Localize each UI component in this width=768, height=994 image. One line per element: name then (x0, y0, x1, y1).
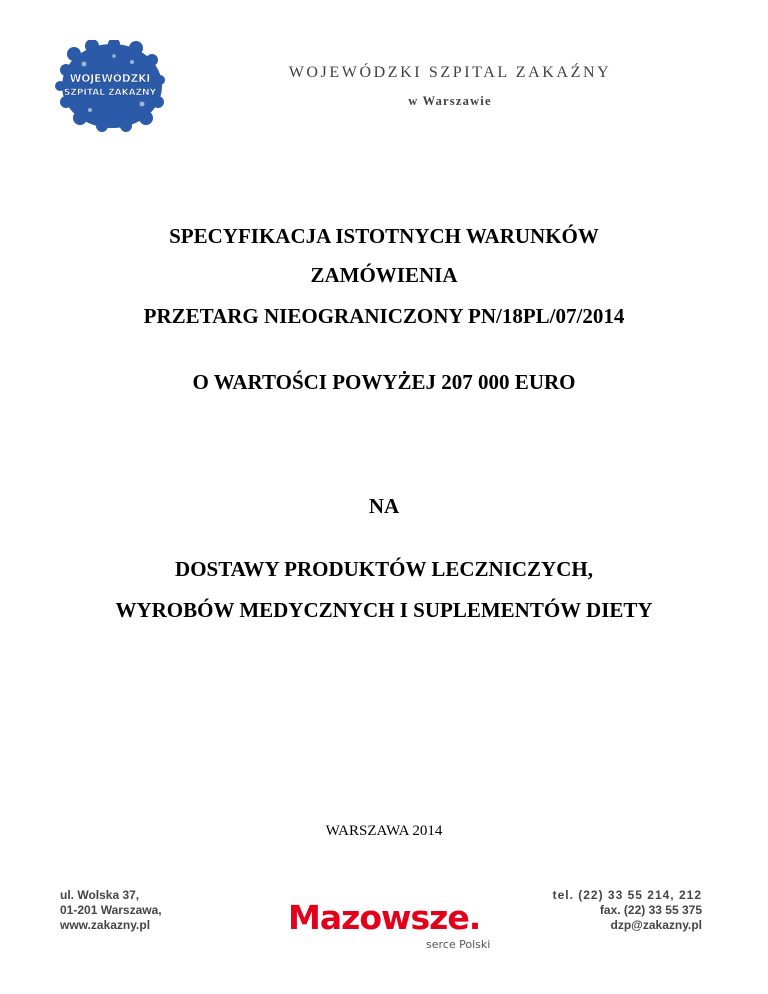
title-line-3: PRZETARG NIEOGRANICZONY PN/18PL/07/2014 (143, 304, 625, 328)
address-line-2: 01-201 Warszawa, (60, 903, 162, 917)
hospital-name: WOJEWÓDZKI SZPITAL ZAKAŹNY (288, 64, 612, 81)
email-link[interactable]: dzp@zakazny.pl (610, 918, 702, 932)
phone-number: tel. (22) 33 55 214, 212 (552, 888, 702, 902)
mazowsze-tagline: serce Polski (426, 938, 491, 951)
logo-text-line1: WOJEWÓDZKI (69, 73, 151, 85)
title-line-5: NA (368, 494, 400, 518)
title-line-7: WYROBÓW MEDYCZNYCH I SUPLEMENTÓW DIETY (115, 598, 653, 622)
title-line-6: DOSTAWY PRODUKTÓW LECZNICZYCH, (175, 557, 593, 581)
title-line-4: O WARTOŚCI POWYŻEJ 207 000 EURO (192, 370, 576, 394)
website-link[interactable]: www.zakazny.pl (60, 918, 151, 932)
address-line-1: ul. Wolska 37, (60, 888, 140, 902)
title-line-1: SPECYFIKACJA ISTOTNYCH WARUNKÓW (169, 224, 599, 248)
hospital-city: w Warszawie (408, 94, 492, 108)
mazowsze-wordmark: Mazowsze. (288, 898, 481, 937)
logo-text-line2: SZPITAL ZAKAŹNY (63, 88, 157, 98)
mazowsze-logo (288, 898, 504, 960)
date-line: WARSZAWA 2014 (325, 823, 443, 839)
fax-number: fax. (22) 33 55 375 (599, 903, 702, 917)
title-line-2: ZAMÓWIENIA (310, 263, 458, 287)
hospital-logo (54, 40, 166, 132)
footer-address (60, 888, 162, 933)
footer-contact (553, 888, 702, 933)
